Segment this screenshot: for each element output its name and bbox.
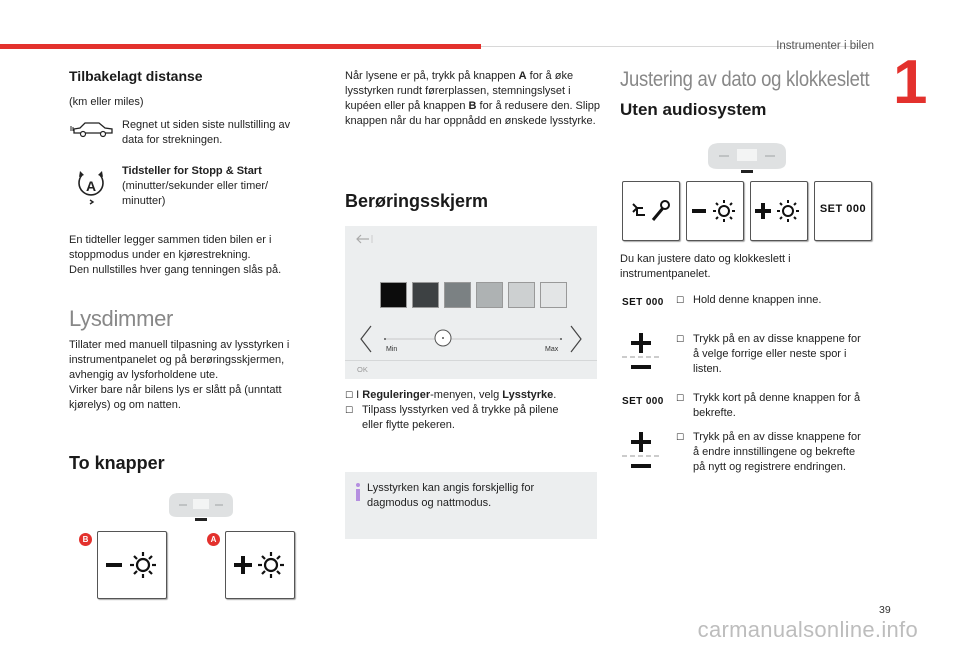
back-settings-button[interactable] xyxy=(622,181,680,241)
bullet-marker: ☐ xyxy=(676,432,685,442)
trip-title: Tilbakelagt distanse xyxy=(69,68,203,84)
brightness-swatch xyxy=(380,282,407,308)
dimmer-p2: Virker bare når bilens lys er slått på (unntatt kjørelys) og om natten. xyxy=(69,384,282,411)
plus-minus-icon xyxy=(621,432,663,472)
trip-car-icon xyxy=(70,118,116,140)
two-buttons-title: To knapper xyxy=(69,453,165,473)
chapter-number: 1 xyxy=(893,48,928,117)
minus-brightness-icon xyxy=(98,532,166,598)
intro-a: A xyxy=(518,70,527,82)
step-1 xyxy=(676,293,876,308)
stop-start-title: Tidsteller for Stopp & Start xyxy=(122,165,262,177)
header-red-bar xyxy=(0,44,481,49)
trip-icon-text: Regnet ut siden siste nullstilling av data for strekningen. xyxy=(122,119,291,146)
brightness-swatch xyxy=(412,282,439,308)
bullet1-bold2: Lysstyrke xyxy=(502,389,554,401)
bullet-marker: ☐ xyxy=(676,334,685,344)
brightness-swatch xyxy=(540,282,567,308)
set-label-step3: SET 000 xyxy=(622,396,664,407)
bullet-marker: ☐ xyxy=(345,390,354,400)
plus-brightness-icon xyxy=(751,182,807,240)
badge-b: B xyxy=(79,533,92,546)
intro-b: B xyxy=(468,100,477,112)
dimmer-p1: Tillater med manuell tilpasning av lysstyrken i instrumentpanelet og på berøringsskjermen, avhengig av lysforholdene ute. xyxy=(69,339,290,381)
dimmer-title: Lysdimmer xyxy=(69,306,174,331)
page-number: 39 xyxy=(879,604,891,616)
info-text: Lysstyrken kan angis forskjellig for dagmodus og nattmodus. xyxy=(367,482,535,509)
date-time-title: Justering av dato og klokkeslett xyxy=(620,68,870,91)
arrow-left-icon xyxy=(361,326,371,352)
bullet1-bold1: Reguleringer xyxy=(362,389,431,401)
bullet1-post: . xyxy=(553,389,557,401)
brightness-swatch xyxy=(508,282,535,308)
button-a-plus[interactable] xyxy=(225,531,295,599)
set-label-step1: SET 000 xyxy=(622,297,664,308)
counter-paragraph xyxy=(69,233,309,278)
set-button-label: SET 000 xyxy=(819,203,867,215)
watermark: carmanualsonline.info xyxy=(697,617,918,642)
plus-brightness-button[interactable] xyxy=(750,181,808,241)
bullet1-mid: -menyen, velg xyxy=(430,389,503,401)
intro-mid: for å øke lysstyrken rundt førerplassen, stemningslyset i kupéen eller på knappen xyxy=(345,70,574,112)
info-box xyxy=(345,472,597,539)
ok-button[interactable]: OK xyxy=(357,365,368,374)
dimmer-paragraph xyxy=(69,338,319,413)
dashboard-illustration xyxy=(165,491,237,523)
chapter-title: Instrumenter i bilen xyxy=(776,40,874,52)
dashboard-illustration xyxy=(704,140,790,176)
stop-start-timer-icon xyxy=(76,165,106,205)
button-b-minus[interactable] xyxy=(97,531,167,599)
step-3-text: Trykk kort på denne knappen for å bekrefte. xyxy=(693,392,861,419)
counter-p1: En tidteller legger sammen tiden bilen er i stoppmodus under en kjørestrekning. xyxy=(69,234,272,261)
step-4-text: Trykk på en av disse knappene for å endre innstillingene og bekrefte på nytt og registrere endringen. xyxy=(693,431,861,473)
touchscreen-illustration xyxy=(345,226,597,379)
brightness-swatch xyxy=(444,282,471,308)
step-2 xyxy=(676,332,876,377)
plus-minus-icon xyxy=(621,333,663,373)
plus-brightness-icon xyxy=(226,532,294,598)
counter-p2: Den nullstilles hver gang tenningen slås på. xyxy=(69,264,282,276)
info-icon xyxy=(353,482,363,502)
no-audio-subtitle: Uten audiosystem xyxy=(620,100,767,119)
brightness-swatch xyxy=(476,282,503,308)
arrow-right-icon xyxy=(571,326,581,352)
brightness-slider[interactable] xyxy=(345,324,597,358)
badge-a: A xyxy=(207,533,220,546)
bullet-item-1 xyxy=(345,388,600,403)
minus-brightness-icon xyxy=(687,182,743,240)
trip-unit: (km eller miles) xyxy=(69,96,144,108)
touchscreen-title: Berøringsskjerm xyxy=(345,191,489,211)
back-wrench-icon xyxy=(623,182,679,240)
bullet-item-2 xyxy=(345,403,600,433)
intro-pre: Når lysene er på, trykk på knappen xyxy=(345,70,519,82)
date-time-intro: Du kan justere dato og klokkeslett i instrumentpanelet. xyxy=(620,253,791,280)
bullet-marker: ☐ xyxy=(676,393,685,403)
slider-min-label: Min xyxy=(386,346,398,353)
step-1-text: Hold denne knappen inne. xyxy=(693,294,822,306)
bullet1-pre: I xyxy=(356,389,363,401)
bullet2-text: Tilpass lysstyrken ved å trykke på pilene eller flytte pekeren. xyxy=(362,404,559,431)
intro-post: for å redusere den. Slipp knappen når du har oppnådd en ønskede lysstyrke. xyxy=(345,100,601,127)
slider-max-label: Max xyxy=(545,346,559,353)
step-2-text: Trykk på en av disse knappene for å velge forrige eller neste spor i listen. xyxy=(693,333,861,375)
dimmer-instructions xyxy=(345,69,603,129)
bullet-marker: ☐ xyxy=(676,295,685,305)
svg-text:A: A xyxy=(85,178,97,194)
stop-start-text: (minutter/sekunder eller timer/ minutter) xyxy=(122,180,269,207)
step-4 xyxy=(676,430,876,475)
step-3 xyxy=(676,391,876,421)
back-arrow-icon[interactable] xyxy=(353,232,373,246)
minus-brightness-button[interactable] xyxy=(686,181,744,241)
set-button[interactable] xyxy=(814,181,872,241)
bullet-marker: ☐ xyxy=(345,405,354,415)
